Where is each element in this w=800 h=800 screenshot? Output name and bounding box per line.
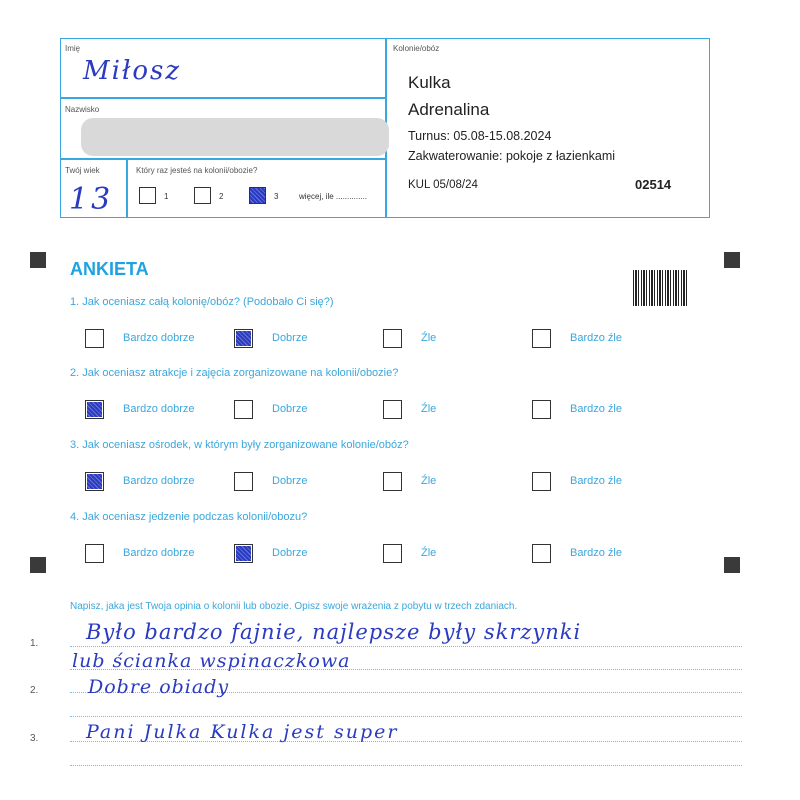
q4-option-label-2: Dobrze [272,547,308,559]
age-value[interactable]: 13 [69,182,114,217]
question-text-3: 3. Jak oceniasz ośrodek, w którym były zorganizowane kolonie/obóz? [70,439,409,451]
q3-option-label-2: Dobrze [272,475,308,487]
times-option-3: 3 [274,192,279,201]
registration-mark [724,252,740,268]
camp-code: KUL 05/08/24 [408,179,478,191]
q2-checkbox-4[interactable] [532,400,551,419]
times-more-label: więcej, ile .............. [299,192,368,201]
age-divider [126,158,128,217]
q1-checkbox-1[interactable] [85,329,104,348]
opinion-prompt: Napisz, jaka jest Twoja opinia o kolonii lub obozie. Opisz swoje wrażenia z pobytu w trzech zdaniach. [70,601,518,612]
q3-checkbox-1[interactable] [85,472,104,491]
age-label: Twój wiek [65,166,100,175]
q2-option-label-2: Dobrze [272,403,308,415]
line-number-3: 3. [30,733,39,744]
row-divider [61,158,385,160]
question-text-1: 1. Jak oceniasz całą kolonię/obóz? (Podobało Ci się?) [70,296,334,308]
times-checkbox-1[interactable] [139,187,156,204]
q4-option-label-1: Bardzo dobrze [123,547,195,559]
q3-checkbox-3[interactable] [383,472,402,491]
q1-option-label-3: Źle [421,332,437,344]
camp-label: Kolonie/obóz [393,44,440,53]
q4-checkbox-4[interactable] [532,544,551,563]
q2-option-label-4: Bardzo źle [570,403,622,415]
q2-checkbox-3[interactable] [383,400,402,419]
q4-option-label-4: Bardzo źle [570,547,622,559]
turnus: Turnus: 05.08-15.08.2024 [408,129,552,143]
answer-line [70,765,742,766]
registration-mark [30,252,46,268]
surname-redaction [81,118,389,156]
q3-option-label-4: Bardzo źle [570,475,622,487]
q1-checkbox-4[interactable] [532,329,551,348]
row-divider [61,97,385,99]
survey-title: ANKIETA [70,259,149,279]
name-value[interactable]: Miłosz [83,56,182,86]
q2-option-label-1: Bardzo dobrze [123,403,195,415]
barcode [633,270,688,306]
q1-checkbox-2[interactable] [234,329,253,348]
form-number: 02514 [635,177,672,192]
answer-text-1b[interactable]: lub ścianka wspinaczkowa [72,650,351,672]
header-form [60,38,710,218]
q2-option-label-3: Źle [421,403,437,415]
times-option-1: 1 [164,192,169,201]
registration-mark [30,557,46,573]
q1-checkbox-3[interactable] [383,329,402,348]
q2-checkbox-2[interactable] [234,400,253,419]
answer-text-1[interactable]: Było bardzo fajnie, najlepsze były skrzynki [86,620,582,644]
q3-option-label-3: Źle [421,475,437,487]
line-number-2: 2. [30,685,39,696]
q3-checkbox-2[interactable] [234,472,253,491]
q1-option-label-2: Dobrze [272,332,308,344]
q1-option-label-4: Bardzo źle [570,332,622,344]
answer-text-3[interactable]: Pani Julka Kulka jest super [86,721,399,743]
q3-checkbox-4[interactable] [532,472,551,491]
name-label: Imię [65,44,81,53]
q4-checkbox-2[interactable] [234,544,253,563]
q3-option-label-1: Bardzo dobrze [123,475,195,487]
times-checkbox-3[interactable] [249,187,266,204]
answer-text-2[interactable]: Dobre obiady [88,676,230,698]
times-label: Który raz jesteś na kolonii/obozie? [136,166,258,175]
camp-name-1: Kulka [408,73,451,92]
answer-line [70,646,742,647]
camp-name-2: Adrenalina [408,100,490,119]
answer-line [70,716,742,717]
q4-checkbox-1[interactable] [85,544,104,563]
question-text-4: 4. Jak oceniasz jedzenie podczas kolonii/obozu? [70,511,308,523]
q2-checkbox-1[interactable] [85,400,104,419]
times-option-2: 2 [219,192,224,201]
accommodation: Zakwaterowanie: pokoje z łazienkami [408,149,616,163]
times-checkbox-2[interactable] [194,187,211,204]
q4-checkbox-3[interactable] [383,544,402,563]
question-text-2: 2. Jak oceniasz atrakcje i zajęcia zorganizowane na kolonii/obozie? [70,367,399,379]
q4-option-label-3: Źle [421,547,437,559]
line-number-1: 1. [30,638,39,649]
q1-option-label-1: Bardzo dobrze [123,332,195,344]
registration-mark [724,557,740,573]
surname-label: Nazwisko [65,105,100,114]
